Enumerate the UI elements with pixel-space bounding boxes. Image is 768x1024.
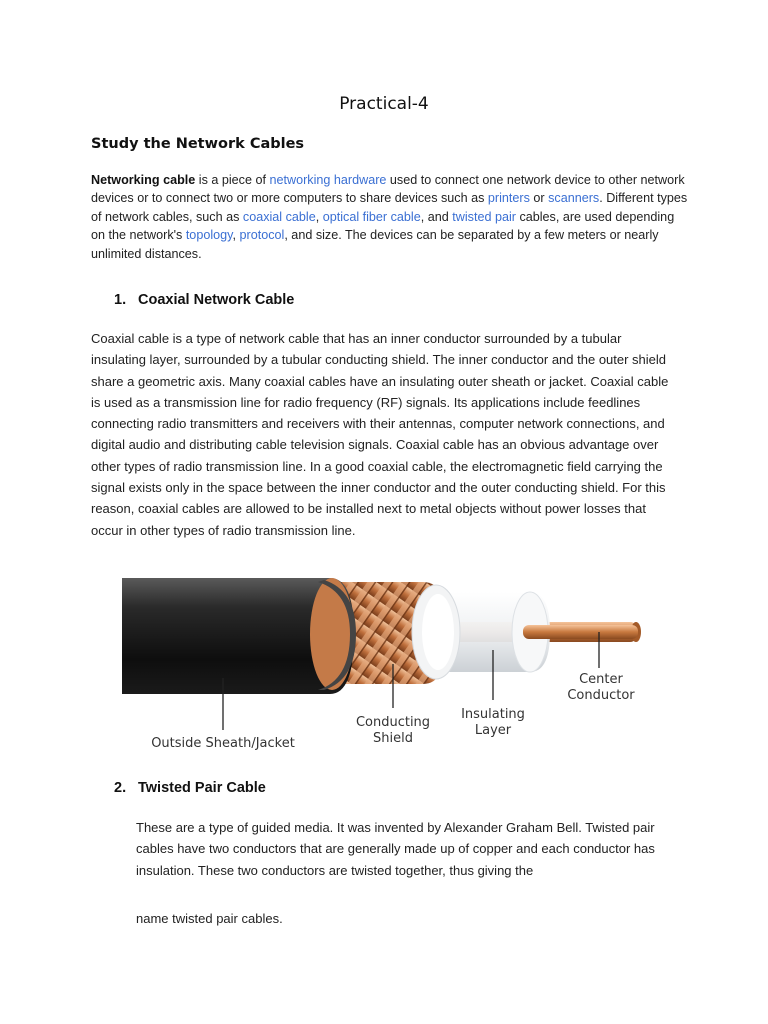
link-networking-hardware[interactable]: networking hardware [269, 173, 387, 187]
intro-text: , and size. The devices can be separated by a few meters or nearly unlimited distances. [91, 228, 659, 261]
section-title: Coaxial Network Cable [138, 292, 295, 308]
section-number: 2. [114, 780, 127, 796]
label-line: Layer [474, 723, 512, 738]
intro-paragraph [91, 171, 691, 263]
label-line: Insulating [461, 707, 525, 722]
label-line: Shield [373, 731, 413, 746]
label-line: Conductor [567, 688, 635, 703]
intro-text: , [232, 228, 240, 243]
link-coaxial-cable[interactable]: coaxial cable [242, 209, 316, 224]
intro-text: . Different types of network cables, such as [91, 191, 688, 224]
link-protocol[interactable]: protocol [239, 228, 285, 243]
intro-text: , and [420, 209, 453, 224]
intro-text: cables, are used depending on the network's [91, 209, 675, 243]
intro-text: , [315, 209, 323, 224]
section-heading-coaxial [114, 292, 294, 308]
label-line: Conducting [355, 715, 431, 730]
link-topology[interactable]: topology [185, 228, 233, 243]
intro-text: used to connect one network device to other network devices or to connect two or more computers to share devices such as [91, 173, 685, 206]
label-insulating-layer [443, 707, 543, 739]
page-title: Practical-4 [339, 94, 429, 114]
link-printers[interactable]: printers [487, 191, 530, 206]
twisted-pair-paragraph: These are a type of guided media. It was invented by Alexander Graham Bell. Twisted pair cables have two conductors that are generally made up of copper and each conductor has insulation. These two conductors are twisted together, thus giving the [136, 820, 655, 878]
coaxial-cable-figure [118, 572, 658, 756]
label-line: Center [579, 672, 623, 687]
link-twisted-pair[interactable]: twisted pair [452, 209, 516, 224]
label-conducting-shield [343, 715, 443, 747]
section-title: Twisted Pair Cable [138, 780, 266, 796]
label-center-conductor [551, 672, 651, 704]
twisted-pair-paragraph-end: name twisted pair cables. [136, 911, 283, 926]
link-scanners[interactable]: scanners [548, 191, 600, 206]
intro-term: Networking cable [91, 173, 196, 187]
intro-text: or [529, 191, 549, 206]
page-subtitle: Study the Network Cables [91, 136, 305, 152]
link-optical-fiber-cable[interactable]: optical fiber cable [322, 209, 421, 224]
section-heading-twisted-pair [114, 780, 266, 796]
label-outside-sheath: Outside Sheath/Jacket [151, 736, 295, 751]
intro-text: is a piece of [195, 173, 270, 187]
coaxial-paragraph: Coaxial cable is a type of network cable that has an inner conductor surrounded by a tubular insulating layer, surrounded by a tubular conducting shield. The inner conductor and the outer shield share a geometric axis. Many coaxial cables have an insulating outer sheath or jacket. Coaxial cable is used as a transmission line for radio frequency (RF) signals. Its applications include feedlines connecting radio transmitters and receivers with their antennas, computer network connections, and digital audio and distributing cable television signals. Coaxial cable has an obvious advantage over other types of radio transmission line. In a good coaxial cable, the electromagnetic field carrying the signal exists only in the space between the inner conductor and the outer conducting shield. For this reason, coaxial cables are allowed to be installed next to metal objects without power losses that occur in other types of radio transmission line. [91, 331, 669, 538]
section-number: 1. [114, 292, 127, 308]
